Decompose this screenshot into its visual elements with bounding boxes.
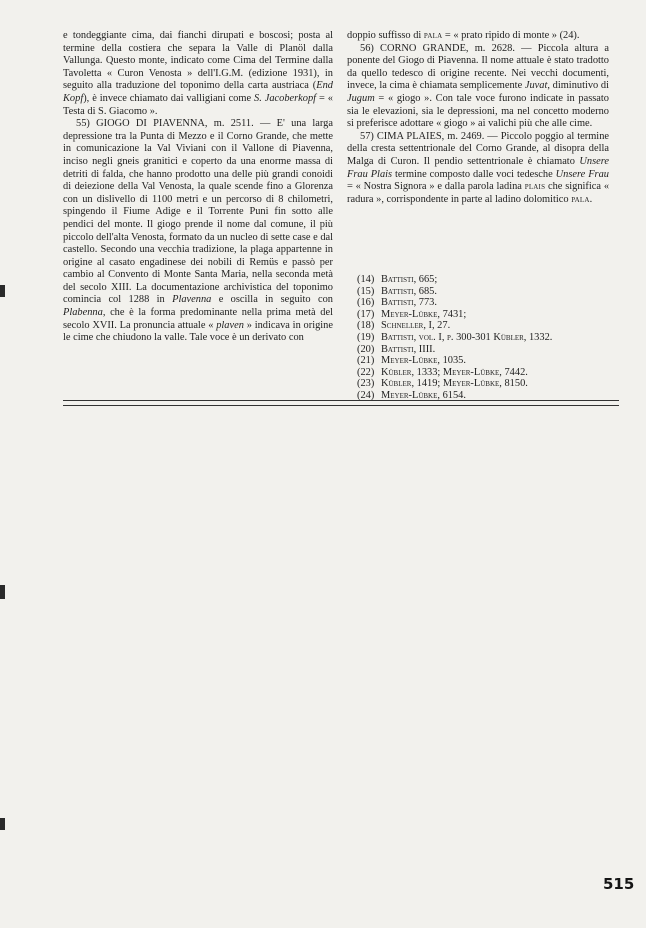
footnote: (20) Battisti, IIII.	[357, 343, 436, 355]
footnotes	[357, 274, 619, 402]
page-number: 515	[603, 875, 635, 893]
footnote: (23) Kübler, 1419; Meyer-Lübke, 8150.	[357, 378, 528, 390]
entry-heading: 55) GIOGO DI PIAVENNA, m. 2511. —	[76, 118, 277, 130]
paragraph-cima-termine: e tondeggiante cima, dai fianchi dirupati e boscosi; posta al termine della costiera che separa la Valle di Planöl dalla Vallunga. Questo monte, indicato come Cima del Termine dalla Tavoletta « Curon Venosta » dell'I.G.M. (edizione 1931), in seguito alla traduzione del toponimo della carta austriaca (End Kopf), è invece chiamato dai valligiani come S. Jacoberkopf = « Testa di S. Giacomo ».	[63, 30, 333, 117]
right-column	[347, 30, 609, 206]
entry-giogo-di-piavenna: 55) GIOGO DI PIAVENNA, m. 2511. — E' una larga depressione tra la Punta di Mezzo e il Corno Grande, che mette in comunicazione la Val Viviani con il Vallone di Piavenna, inciso negli gneis granitici e coperto da una enorme massa di detriti di falda, che hanno prodotto una delle più grandi conoidi di deiezione della Val Venosta, la quale scende fino a Glorenza con un dislivello di 1100 metri e un percorso di 8 chilometri, spingendo il Fiume Adige e il Torrente Puni fin sotto alle pendici del monte. Il giogo prende il nome dal comune, il più piccolo dell'alta Venosta, formato da un nucleo di sette case e dal castello. Secondo una vecchia tradizione, la plaga appartenne in origine al casato engadinese dei nobili di Remüs e passò per cambio al Convento di Monte Santa Maria, nella seconda metà del secolo XIII. La documentazione archivistica del toponimo comincia col 1288 in Plavenna e oscilla in seguito con Plabenna, che è la forma predominante nella prima metà del secolo XVII. La pronuncia attuale « plaven » indicava in origine le cime che chiudono la valle. Tale voce è un derivato con	[63, 118, 334, 344]
footnote: (19) Battisti, vol. I, p. 300-301 Kübler, 1332.	[357, 331, 553, 343]
divider-rule-bottom	[63, 405, 619, 406]
entry-cima-plaies: 57) CIMA PLAIES, m. 2469. — Piccolo poggio al termine della cresta settentrionale del Corno Grande, al disopra della Malga di Curon. Il pendio settentrionale è chiamato Unsere Frau Plais termine composto dalle voci tedesche Unsere Frau = « Nostra Signora » e dalla parola ladina plais che significa « radura », corrispondente in parte al ladino dolomitico pala.	[347, 130, 610, 205]
footnote: (18) Schneller, I, 27.	[357, 320, 451, 332]
left-column	[63, 30, 333, 345]
footnote: (14) Battisti, 665;	[357, 274, 438, 285]
footnote: (17) Meyer-Lübke, 7431;	[357, 308, 467, 320]
footnote: (24) Meyer-Lübke, 6154.	[357, 389, 466, 401]
scan-edge-mark	[0, 285, 5, 297]
footnote: (16) Battisti, 773.	[357, 297, 437, 309]
entry-heading: 57) CIMA PLAIES, m. 2469. —	[360, 130, 501, 142]
footnote: (15) Battisti, 685.	[357, 285, 437, 297]
footnote: (21) Meyer-Lübke, 1035.	[357, 355, 466, 367]
entry-heading: 56) CORNO GRANDE, m. 2628. —	[360, 42, 538, 54]
paragraph-continuation: doppio suffisso di pala = « prato ripido di monte » (24).	[347, 30, 580, 41]
scan-edge-mark	[0, 818, 5, 830]
divider-rule-top	[63, 400, 619, 401]
scan-edge-mark	[0, 585, 5, 599]
footnote: (22) Kübler, 1333; Meyer-Lübke, 7442.	[357, 366, 528, 378]
entry-corno-grande: 56) CORNO GRANDE, m. 2628. — Piccola altura a ponente del Giogo di Piavenna. Il nome attuale è stato tradotto da quello tedesco di origine recente. Nei vecchi documenti, invece, la cima è chiamata semplicemente Juvat, diminutivo di Jugum = « giogo ». Con tale voce furono indicate in passato sia le elevazioni, sia le depressioni, ma nel concetto moderno si preferisce adottare « giogo » ai valichi più che alle cime.	[347, 42, 610, 130]
